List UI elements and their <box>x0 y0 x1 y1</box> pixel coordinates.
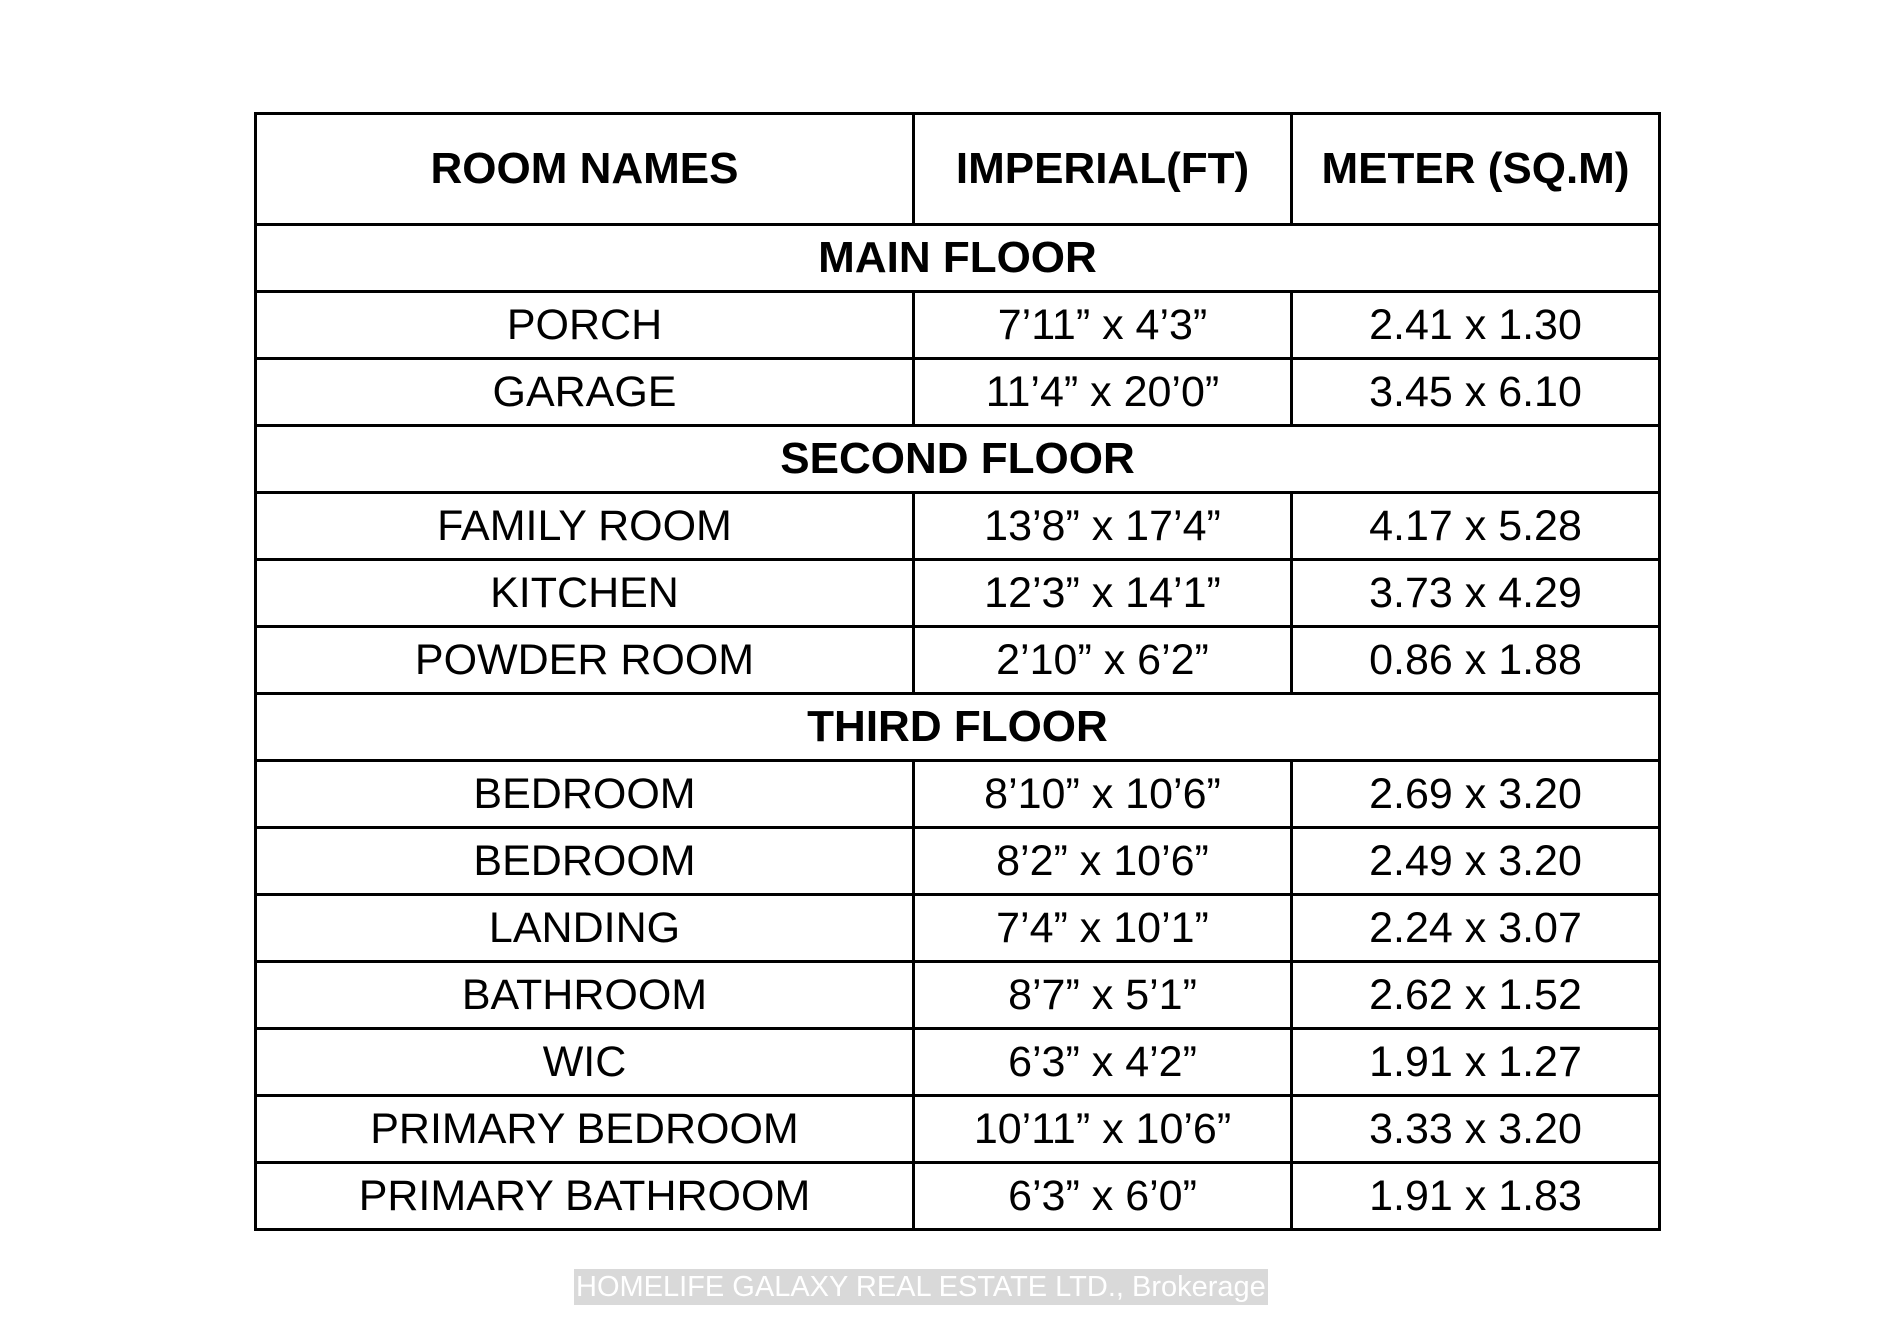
meter-cell: 2.24 x 3.07 <box>1292 895 1660 962</box>
room-name-cell: KITCHEN <box>256 560 914 627</box>
room-name-cell: PORCH <box>256 292 914 359</box>
section-title: THIRD FLOOR <box>256 694 1660 761</box>
imperial-cell: 10’11” x 10’6” <box>914 1096 1292 1163</box>
header-room-names: ROOM NAMES <box>256 114 914 225</box>
room-name-cell: LANDING <box>256 895 914 962</box>
table-row <box>256 560 1660 627</box>
room-name-cell: WIC <box>256 1029 914 1096</box>
meter-cell: 4.17 x 5.28 <box>1292 493 1660 560</box>
meter-cell: 3.73 x 4.29 <box>1292 560 1660 627</box>
section-title: MAIN FLOOR <box>256 225 1660 292</box>
room-name-cell: BEDROOM <box>256 828 914 895</box>
room-name-cell: BATHROOM <box>256 962 914 1029</box>
imperial-cell: 8’7” x 5’1” <box>914 962 1292 1029</box>
table-row <box>256 1163 1660 1230</box>
imperial-cell: 6’3” x 6’0” <box>914 1163 1292 1230</box>
imperial-cell: 13’8” x 17’4” <box>914 493 1292 560</box>
table-row <box>256 292 1660 359</box>
table-row <box>256 493 1660 560</box>
header-row <box>256 114 1660 225</box>
table-row <box>256 627 1660 694</box>
section-row-third-floor <box>256 694 1660 761</box>
table-row <box>256 895 1660 962</box>
meter-cell: 0.86 x 1.88 <box>1292 627 1660 694</box>
meter-cell: 3.33 x 3.20 <box>1292 1096 1660 1163</box>
table-row <box>256 1029 1660 1096</box>
header-meter: METER (SQ.M) <box>1292 114 1660 225</box>
imperial-cell: 2’10” x 6’2” <box>914 627 1292 694</box>
table-row <box>256 359 1660 426</box>
imperial-cell: 7’11” x 4’3” <box>914 292 1292 359</box>
meter-cell: 1.91 x 1.27 <box>1292 1029 1660 1096</box>
meter-cell: 3.45 x 6.10 <box>1292 359 1660 426</box>
section-row-main-floor <box>256 225 1660 292</box>
meter-cell: 2.49 x 3.20 <box>1292 828 1660 895</box>
imperial-cell: 8’10” x 10’6” <box>914 761 1292 828</box>
room-name-cell: PRIMARY BEDROOM <box>256 1096 914 1163</box>
header-imperial: IMPERIAL(FT) <box>914 114 1292 225</box>
imperial-cell: 6’3” x 4’2” <box>914 1029 1292 1096</box>
table-body <box>256 225 1660 1230</box>
room-name-cell: FAMILY ROOM <box>256 493 914 560</box>
meter-cell: 2.69 x 3.20 <box>1292 761 1660 828</box>
room-name-cell: POWDER ROOM <box>256 627 914 694</box>
imperial-cell: 11’4” x 20’0” <box>914 359 1292 426</box>
room-name-cell: GARAGE <box>256 359 914 426</box>
table-header <box>256 114 1660 225</box>
meter-cell: 2.41 x 1.30 <box>1292 292 1660 359</box>
meter-cell: 1.91 x 1.83 <box>1292 1163 1660 1230</box>
table-row <box>256 962 1660 1029</box>
section-title: SECOND FLOOR <box>256 426 1660 493</box>
brokerage-watermark: HOMELIFE GALAXY REAL ESTATE LTD., Brokerage <box>576 1271 1266 1303</box>
room-dimensions-table <box>254 112 1661 1231</box>
room-name-cell: PRIMARY BATHROOM <box>256 1163 914 1230</box>
section-row-second-floor <box>256 426 1660 493</box>
imperial-cell: 7’4” x 10’1” <box>914 895 1292 962</box>
table-row <box>256 761 1660 828</box>
table-row <box>256 1096 1660 1163</box>
room-name-cell: BEDROOM <box>256 761 914 828</box>
imperial-cell: 12’3” x 14’1” <box>914 560 1292 627</box>
table-row <box>256 828 1660 895</box>
imperial-cell: 8’2” x 10’6” <box>914 828 1292 895</box>
meter-cell: 2.62 x 1.52 <box>1292 962 1660 1029</box>
